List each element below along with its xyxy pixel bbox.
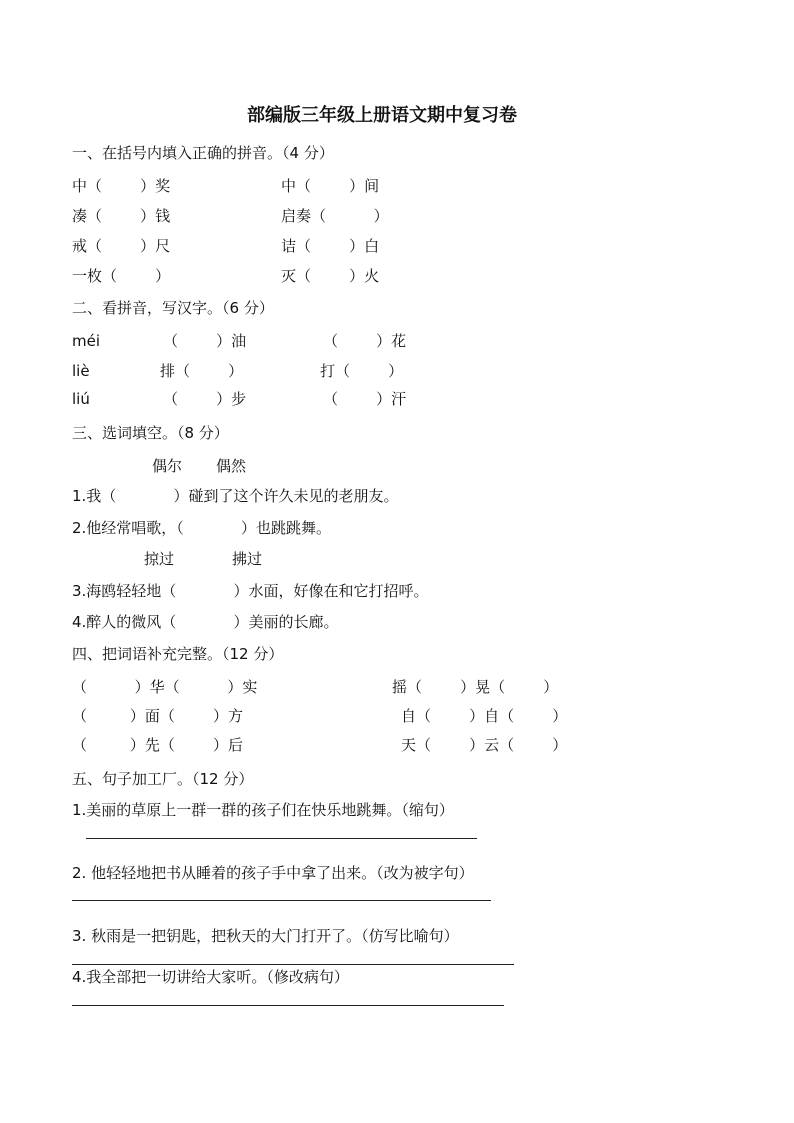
page-title: 部编版三年级上册语文期中复习卷 — [247, 105, 517, 126]
s5-answer-line-1[interactable] — [86, 838, 477, 839]
s4-item-3b: 天（ ）云（ ） — [401, 736, 568, 754]
s5-answer-line-3[interactable] — [72, 964, 514, 965]
s4-item-2b: 自（ ）自（ ） — [401, 707, 568, 725]
s2-pinyin-2: liè — [72, 362, 90, 380]
s4-item-1a: （ ）华（ ）实 — [72, 678, 258, 696]
section-2-heading: 二、看拼音，写汉字。（6 分） — [72, 299, 274, 317]
s3-question-1: 1.我（ ）碰到了这个许久未见的老朋友。 — [72, 487, 399, 505]
s1-item-4b: 灭（ ）火 — [281, 267, 380, 285]
s4-item-1b: 摇（ ）晃（ ） — [392, 678, 559, 696]
s2-item-3b: （ ）汗 — [323, 390, 407, 408]
section-3-heading: 三、选词填空。（8 分） — [72, 424, 229, 442]
s1-item-2a: 凑（ ）钱 — [72, 207, 171, 225]
section-1-heading: 一、在括号内填入正确的拼音。（4 分） — [72, 144, 334, 162]
s5-answer-line-4[interactable] — [72, 1005, 504, 1006]
s5-question-1: 1.美丽的草原上一群一群的孩子们在快乐地跳舞。（缩句） — [72, 801, 454, 819]
section-5-heading: 五、句子加工厂。（12 分） — [72, 770, 254, 788]
s3-question-2: 2.他经常唱歌，（ ）也跳跳舞。 — [72, 519, 332, 537]
s2-pinyin-1: méi — [72, 332, 101, 350]
s2-item-2a: 排（ ） — [160, 362, 244, 380]
s1-item-3a: 戒（ ）尺 — [72, 237, 171, 255]
s1-item-1a: 中（ ）奖 — [72, 177, 171, 195]
s5-question-2: 2. 他轻轻地把书从睡着的孩子手中拿了出来。（改为被字句） — [72, 864, 474, 882]
s3-word-ouran: 偶然 — [216, 457, 247, 475]
s2-item-3a: （ ）步 — [163, 390, 247, 408]
s2-item-1b: （ ）花 — [323, 332, 407, 350]
s3-word-fuguo: 拂过 — [232, 550, 263, 568]
s5-question-3: 3. 秋雨是一把钥匙，把秋天的大门打开了。（仿写比喻句） — [72, 927, 459, 945]
s3-question-3: 3.海鸥轻轻地（ ）水面，好像在和它打招呼。 — [72, 582, 429, 600]
s2-item-1a: （ ）油 — [163, 332, 247, 350]
s2-pinyin-3: liú — [72, 390, 90, 408]
s1-item-4a: 一枚（ ） — [72, 267, 171, 285]
s1-item-1b: 中（ ）间 — [281, 177, 380, 195]
s3-question-4: 4.醉人的微风（ ）美丽的长廊。 — [72, 613, 339, 631]
s5-question-4: 4.我全部把一切讲给大家听。（修改病句） — [72, 968, 349, 986]
s3-word-lueguo: 掠过 — [144, 550, 175, 568]
s3-word-ouer: 偶尔 — [152, 457, 183, 475]
s4-item-2a: （ ）面（ ）方 — [72, 707, 244, 725]
s1-item-3b: 诘（ ）白 — [281, 237, 380, 255]
section-4-heading: 四、把词语补充完整。（12 分） — [72, 645, 284, 663]
s4-item-3a: （ ）先（ ）后 — [72, 736, 244, 754]
s1-item-2b: 启奏（ ） — [281, 207, 389, 225]
s2-item-2b: 打（ ） — [320, 362, 404, 380]
s5-answer-line-2[interactable] — [72, 900, 491, 901]
